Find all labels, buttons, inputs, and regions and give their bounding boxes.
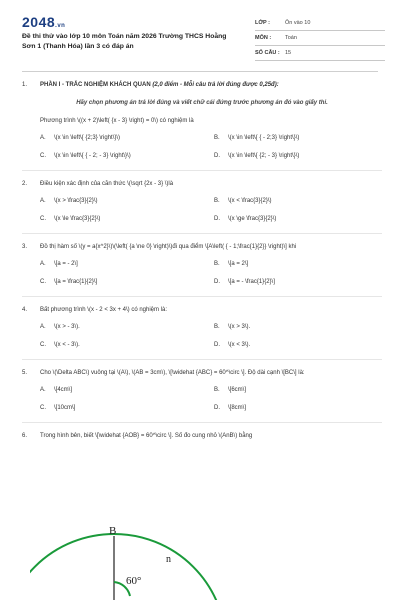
option-b[interactable] bbox=[214, 134, 388, 143]
option-a[interactable] bbox=[40, 323, 214, 332]
option-text: \[10cm\] bbox=[54, 405, 76, 411]
option-letter: D. bbox=[214, 279, 220, 285]
option-c[interactable] bbox=[40, 152, 214, 161]
option-letter: B. bbox=[214, 135, 220, 141]
meta-value: Ôn vào 10 bbox=[285, 20, 311, 26]
option-text: \[a = - 2\] bbox=[54, 261, 78, 267]
option-letter: D. bbox=[214, 216, 220, 222]
option-list bbox=[40, 323, 382, 350]
question-4 bbox=[22, 306, 382, 360]
document-title: Đề thi thử vào lớp 10 môn Toán năm 2026 Trường THCS Hoằng Sơn 1 (Thanh Hóa) lần 3 có đáp án bbox=[22, 33, 227, 50]
option-d[interactable] bbox=[214, 404, 388, 413]
option-d[interactable] bbox=[214, 215, 388, 224]
question-divider bbox=[22, 296, 382, 297]
circle-figure bbox=[30, 520, 230, 600]
option-text: \[4cm\] bbox=[54, 387, 73, 393]
document-header bbox=[0, 0, 400, 66]
question-text: Cho \(\Delta ABC\) vuông tại \(A\), \(AB = 3cm\), \[\widehat {ABC} = 60^\circ \]. Độ dài cạnh \[BC\] là: bbox=[40, 370, 305, 376]
question-6 bbox=[22, 432, 382, 441]
option-b[interactable] bbox=[214, 197, 388, 206]
question-number: 6. bbox=[22, 433, 28, 439]
question-text: Đồ thị hàm số \(y = a{x^2}\)\(\left( {a \ne 0} \right)\)đi qua điểm \[A\left( { - 1;\frac{1}{2}} \right)\] khi bbox=[40, 244, 297, 250]
logo-suffix: .vn bbox=[55, 23, 66, 29]
option-letter: B. bbox=[214, 387, 220, 393]
question-divider bbox=[22, 170, 382, 171]
meta-row-count bbox=[255, 46, 385, 61]
option-text: \(x \le \frac{3}{2}\) bbox=[54, 216, 101, 222]
option-b[interactable] bbox=[214, 386, 388, 395]
option-c[interactable] bbox=[40, 278, 214, 287]
meta-row-subject bbox=[255, 31, 385, 46]
option-letter: C. bbox=[40, 342, 46, 348]
option-list bbox=[40, 386, 382, 413]
question-text: Điều kiện xác định của căn thức \(\sqrt {2x - 3} \)là bbox=[40, 181, 174, 187]
option-text: \(x < - 3\). bbox=[54, 342, 80, 348]
option-letter: A. bbox=[40, 261, 46, 267]
option-letter: A. bbox=[40, 198, 46, 204]
meta-value: 15 bbox=[285, 50, 292, 56]
option-c[interactable] bbox=[40, 215, 214, 224]
option-text: \(x > \frac{3}{2}\) bbox=[54, 198, 98, 204]
option-list bbox=[40, 260, 382, 287]
option-c[interactable] bbox=[40, 404, 214, 413]
option-text: \(x < 3\). bbox=[228, 342, 251, 348]
option-text: \[a = \frac{1}{2}\] bbox=[54, 279, 98, 285]
option-a[interactable] bbox=[40, 134, 214, 143]
section-title bbox=[40, 80, 279, 90]
option-d[interactable] bbox=[214, 341, 388, 350]
option-text: \(x > - 3\). bbox=[54, 324, 80, 330]
question-number: 2. bbox=[22, 181, 28, 187]
option-a[interactable] bbox=[40, 197, 214, 206]
option-text: \(x \in \left\{ {2;3} \right\}\) bbox=[54, 135, 121, 141]
meta-value: Toán bbox=[285, 35, 297, 41]
option-letter: A. bbox=[40, 135, 46, 141]
option-text: \(x \ge \frac{3}{2}\) bbox=[228, 216, 277, 222]
site-logo[interactable] bbox=[22, 14, 65, 30]
option-list bbox=[40, 197, 382, 224]
question-1 bbox=[22, 117, 382, 171]
option-text: \(x > 3\). bbox=[228, 324, 251, 330]
question-divider bbox=[22, 233, 382, 234]
question-number bbox=[22, 117, 40, 126]
option-letter: D. bbox=[214, 405, 220, 411]
option-text: \[8cm\] bbox=[228, 405, 247, 411]
option-text: \(x < \frac{3}{2}\) bbox=[228, 198, 272, 204]
question-number: 3. bbox=[22, 244, 28, 250]
question-number: 4. bbox=[22, 307, 28, 313]
option-text: \(x \in \left\{ { - 2;3} \right\}\) bbox=[228, 135, 300, 141]
logo-text: 2048 bbox=[22, 14, 56, 30]
option-text: \[a = 2\] bbox=[228, 261, 249, 267]
question-3 bbox=[22, 243, 382, 297]
option-letter: D. bbox=[214, 342, 220, 348]
option-letter: B. bbox=[214, 198, 220, 204]
option-b[interactable] bbox=[214, 323, 388, 332]
option-letter: D. bbox=[214, 153, 220, 159]
option-a[interactable] bbox=[40, 260, 214, 269]
option-text: \[6cm\] bbox=[228, 387, 247, 393]
arc-n-label: n bbox=[166, 554, 171, 565]
meta-table bbox=[255, 16, 385, 61]
question-text: Phương trình \((x + 2)\left( {x - 3} \right) = 0\) có nghiệm là bbox=[40, 118, 194, 124]
option-d[interactable] bbox=[214, 278, 388, 287]
question-divider bbox=[22, 359, 382, 360]
option-list bbox=[40, 134, 382, 161]
angle-label: 60° bbox=[126, 575, 142, 587]
meta-key: SỐ CÂU : bbox=[255, 50, 280, 56]
option-letter: A. bbox=[40, 324, 46, 330]
question-2 bbox=[22, 180, 382, 234]
question-text: Bất phương trình \(x - 2 < 3x + 4\) có nghiệm là: bbox=[40, 307, 168, 313]
option-letter: B. bbox=[214, 324, 220, 330]
section-number: 1. bbox=[22, 82, 28, 88]
section-note: (2,0 điểm - Mỗi câu trả lời đúng được 0,25đ): bbox=[152, 82, 279, 88]
meta-key: MÔN : bbox=[255, 35, 272, 41]
option-text: \[a = - \frac{1}{2}\] bbox=[228, 279, 275, 285]
meta-key: LỚP : bbox=[255, 20, 270, 26]
question-text: Trong hình bên, biết \[\widehat {AOB} = 60^\circ \]. Số đo cung nhỏ \(AnB\) bằng bbox=[40, 433, 253, 439]
point-b-label: B bbox=[109, 525, 117, 537]
option-letter: A. bbox=[40, 387, 46, 393]
question-5 bbox=[22, 369, 382, 423]
option-text: \(x \in \left\{ {2; - 3} \right\}\) bbox=[228, 153, 300, 159]
section-title-text: PHẦN I - TRẮC NGHIỆM KHÁCH QUAN bbox=[40, 82, 151, 88]
option-d[interactable] bbox=[214, 152, 388, 161]
option-letter: B. bbox=[214, 261, 220, 267]
section-instruction: Hãy chọn phương án trả lời đúng và viết chữ cái đứng trước phương án đó vào giấy thi. bbox=[76, 100, 328, 106]
meta-row-class bbox=[255, 16, 385, 31]
question-number: 5. bbox=[22, 370, 28, 376]
option-b[interactable] bbox=[214, 260, 388, 269]
question-divider bbox=[22, 422, 382, 423]
question-content bbox=[22, 78, 382, 441]
section-heading bbox=[22, 80, 382, 90]
option-letter: C. bbox=[40, 216, 46, 222]
option-text: \(x \in \left\{ { - 2; - 3} \right\}\) bbox=[54, 153, 131, 159]
option-a[interactable] bbox=[40, 386, 214, 395]
option-letter: C. bbox=[40, 405, 46, 411]
option-c[interactable] bbox=[40, 341, 214, 350]
option-letter: C. bbox=[40, 153, 46, 159]
header-divider bbox=[22, 71, 378, 72]
option-letter: C. bbox=[40, 279, 46, 285]
